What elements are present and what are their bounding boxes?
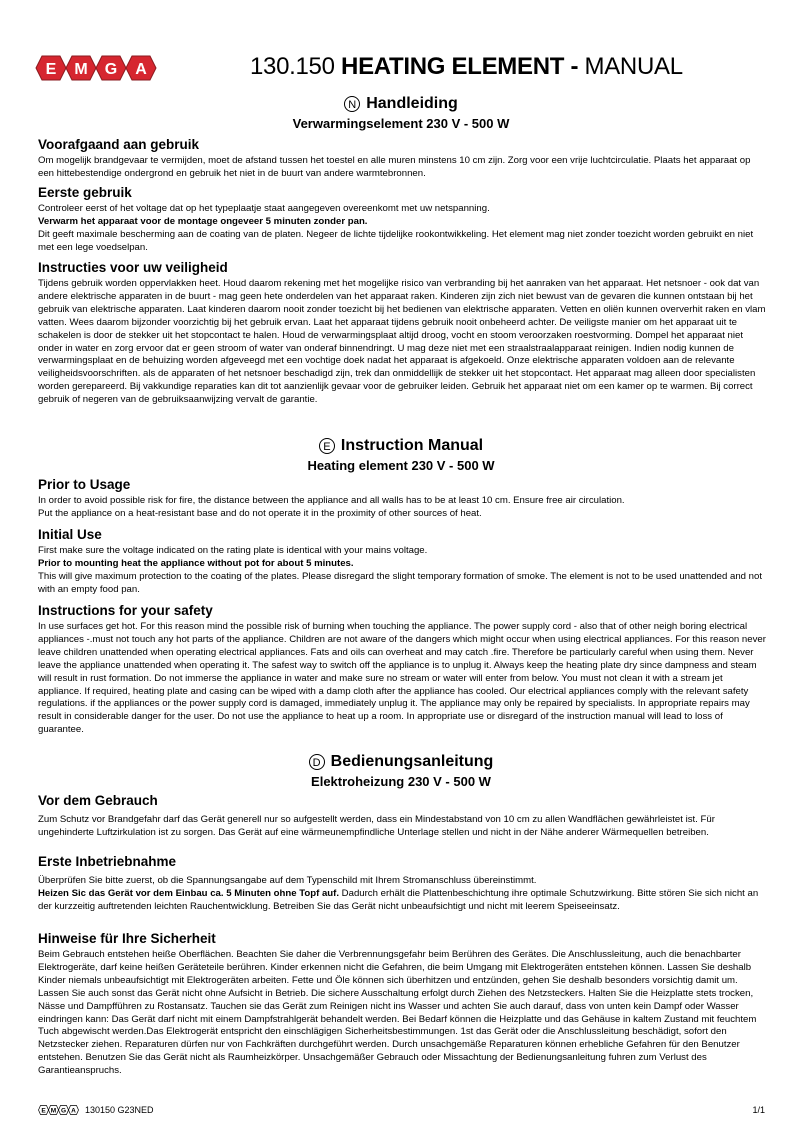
paragraph: Überprüfen Sie bitte zuerst, ob die Spannungsangabe auf dem Typenschild mit Ihrem Stromanschluss übereinstimmt. (38, 875, 537, 886)
section-title-en: Instruction Manual (340, 437, 484, 454)
paragraph: Tijdens gebruik worden oppervlakken heet. Houd daarom rekening met het mogelijke risico van verbranding bij het aanraken van het apparaat. Het netsnoer - ook dat van andere elektrische apparaten in de buurt - mag geen hete onderdelen van het apparaat raken. Kinderen zijn zich niet bewust van de gevaren die kunnen ontstaan bij het gebruik van elektrische apparaten. Laat kinderen daarom nooit zonder toezicht bij het bedienen van elektrische apparaten. Vetten en oliën kunnen oververhit raken en vlam vatten. Wees daarom bijzonder voorzichtig bij het gebruik ervan. Laat het apparaat tijdens gebruik nooit onbeheerd achter. De veiligste manier om het apparaat uit te schakelen is door de stekker uit het stopcontact te halen. Houd de verwarmingsplaat altijd droog, vocht en stoom veroorzaken roestvorming. Dompel het apparaat niet onder in water en zorg ervoor dat er geen stroom of water van onderaf binnendringt. U mag deze niet met een straalstraalapparaat reinigen. Indien nodig kunnen de verwarmingsplaat en de behuizing worden afgeveegd met een vochtige doek nadat het apparaat is afgekoeld. Onze elektrische apparaten voldoen aan de relevante veiligheidsvoorschriften. als de apparaten of het netsnoer beschadigd zijn, trek dan onmiddellijk de stekker uit het stopcontact. Het apparaat mag alleen door specialisten worden gerepareerd. Bij vakkundige reparaties kan dit tot aanzienlijk gevaar voor de gebruiker leiden. Gebruik het apparaat niet om een kamer op te warmen. Bij correct gebruik of negeren van de gebruiksaanwijzing vervalt de garantie. (38, 278, 766, 406)
en-safety (38, 602, 768, 737)
nl-prior-usage (38, 136, 768, 181)
section-title-nl: Handleiding (366, 95, 458, 112)
language-badge-d: D (309, 754, 325, 770)
heading: Initial Use (38, 527, 102, 542)
svg-text:G: G (60, 1107, 67, 1115)
footer (38, 1104, 154, 1116)
svg-text:A: A (135, 61, 147, 78)
de-before-use (38, 792, 768, 840)
de-safety (38, 930, 768, 1078)
language-badge-e: E (319, 438, 335, 454)
paragraph-rest: Dadurch erhält die Plattenbeschichtung ihre optimale Schutzwirkung. Bitte stören Sie sich nicht an der kurzzeitig auftretenden leichten Rauchentwicklung. Betreiben Sie das Gerät nicht unbeaufsichtigt und nicht mit leerem Speiseeinsatz. (38, 887, 759, 912)
section-header-en (0, 436, 802, 474)
paragraph: Zum Schutz vor Brandgefahr darf das Gerät generell nur so aufgestellt werden, dass ein Mindestabstand von 10 cm zu allen Wandflächen gewährleistet ist. Für ungehinderte Luftzirkulation ist zu sorgen. Das Gerät auf eine wärmeunempfindliche Unterlage stellen und nicht in der Nähe anderer Wärmequellen betreiben. (38, 814, 715, 838)
section-header-de (0, 752, 802, 790)
paragraph: First make sure the voltage indicated on the rating plate is identical with your mains voltage. (38, 545, 428, 556)
paragraph (38, 888, 768, 914)
page-number: 1/1 (752, 1105, 765, 1115)
section-subtitle-de: Elektroheizung 230 V - 500 W (311, 774, 491, 789)
en-initial-use (38, 526, 768, 597)
heading: Instructions for your safety (38, 603, 213, 618)
de-first-use (38, 853, 768, 914)
nl-safety (38, 259, 768, 407)
svg-text:G: G (104, 61, 118, 78)
nl-first-use (38, 184, 768, 255)
heading: Voorafgaand aan gebruik (38, 137, 200, 152)
paragraph: In use surfaces get hot. For this reason mind the possible risk of burning when touching the appliance. The power supply cord - also that of other neigh boring electrical appliances -.must not touch any hot parts of the appliance. Children are not aware of the dangers which might occur when using electrical appliances. For this reason never leave children unattended when operating electrical appliances. Fats and oils can overheat and may catch .fire. Therefore be particularly careful when using them. Never leave the appliance unattended when operating it. The safest way to switch off the appliance is to unplug it. Always keep the heating plate dry since dampness and steam will result in rust formation. Do not immerse the appliance in water and make sure no stream or water will enter from below. You must not clean it with a stream jet appliance. If required, heating plate and casing can be wiped with a damp cloth after the appliance has cooled. Our electrical appliances comply with the relevant safety regulations. if the appliances or the power supply cord is damaged, immediately unplug it. The appliance may only be repaired by specialists. In appropriate repairs may result in considerable danger for the user. Do not use the appliance to heat up a room. In appropriate use or disregard of the instruction manual will lead to loss of guarantee. (38, 621, 766, 736)
section-subtitle-nl: Verwarmingselement 230 V - 500 W (292, 116, 510, 131)
svg-text:M: M (50, 1107, 57, 1115)
svg-text:A: A (71, 1107, 76, 1115)
section-subtitle-en: Heating element 230 V - 500 W (307, 458, 495, 473)
section-header-nl (0, 94, 802, 132)
svg-text:M: M (74, 61, 88, 78)
paragraph: Controleer eerst of het voltage dat op het typeplaatje staat aangegeven overeenkomt met uw netspanning. (38, 203, 490, 214)
paragraph: Dit geeft maximale bescherming aan de coating van de platen. Negeer de lichte tijdelijke rookontwikkeling. Het element mag niet zonder toezicht worden gebruikt en niet met een lege voedselpan. (38, 228, 754, 253)
svg-text:E: E (41, 1107, 46, 1115)
heading: Vor dem Gebrauch (38, 793, 158, 808)
heading: Prior to Usage (38, 477, 131, 492)
heading: Erste Inbetriebnahme (38, 854, 177, 869)
language-badge-n: N (344, 96, 360, 112)
paragraph: This will give maximum protection to the coating of the plates. Please disregard the slight temporary formation of smoke. The element is not to be used unattended and not with an empty food pan. (38, 570, 763, 595)
section-title-de: Bedienungsanleitung (330, 753, 494, 770)
paragraph-bold: Verwarm het apparaat voor de montage ongeveer 5 minuten zonder pan. (38, 215, 368, 227)
paragraph-bold: Heizen Sic das Gerät vor dem Einbau ca. 5 Minuten ohne Topf auf. (38, 887, 340, 899)
paragraph: In order to avoid possible risk for fire, the distance between the appliance and all walls has to be at least 10 cm. Ensure free air circulation. (38, 495, 625, 506)
document-title: 130.150 HEATING ELEMENT - MANUAL (250, 53, 683, 80)
paragraph: Beim Gebrauch entstehen heiße Oberflächen. Beachten Sie daher die Verbrennungsgefahr beim Berühren des Gerätes. Die Anschlussleitung, auch die benachbarter Elektrogeräte, darf keine heißen Geräteteile berühren. Kinder erkennen nicht die Gefahren, die beim Umgang mit Elektrogeräten entstehen können. Lassen Sie deshalb Kinder niemals unbeaufsichtigt mit Elektrogeräten arbeiten. Fette und Öle können sich überhitzen und entzünden, gehen Sie deshalb besonders vorsichtig damit um. Lassen Sie auch sonst das Gerät nicht ohne Aufsicht in Betrieb. Die sichere Ausschaltung erfolgt durch Ziehen des Netzsteckers. Halten Sie die Heizplatte stets trocken, Nässe und Dampfführen zu Rostansatz. Tauchen sie das Gerät zum Reinigen nicht ins Wasser und achten Sie auch darauf, dass von unten kein Dampf oder Wasser eindringen kann: Das Gerät darf nicht mit einem Dampfstrahlgerät behandelt werden. Bei Bedarf können die Heizplatte und das Gehäuse in kaltem Zustand mit feuchtem Tuch abgewischt werden.Das Elektrogerät entspricht den einschlägigen Sicherheitsbestimmungen. 1st das Gerät oder die Anschlussleitung beschädigt, sofort den Netzstecker ziehen. Reparaturen dürfen nur von Fachkräften durchgeführt werden. Durch unsachgemäße Reparaturen können erhebliche Gefahren für den Benutzer entstehen. Benutzen Sie das Gerät nicht als Raumheizkörper. Unsachgemäßer Gebrauch oder Missachtung der Bedienungsanleitung fuhren zum Verlust des Garantieanspruchs. (38, 949, 757, 1077)
paragraph-bold: Prior to mounting heat the appliance without pot for about 5 minutes. (38, 557, 354, 569)
paragraph: Put the appliance on a heat-resistant base and do not operate it in the proximity of other sources of heat. (38, 507, 482, 519)
paragraph: Om mogelijk brandgevaar te vermijden, moet de afstand tussen het toestel en alle muren minstens 10 cm zijn. Zorg voor een vrije luchtcirculatie. Plaats het apparaat op een hittebestendige ondergrond en gebruik het niet in de buurt van andere warmtebronnen. (38, 155, 751, 179)
emga-logo (35, 55, 157, 81)
en-prior-usage (38, 476, 768, 521)
heading: Instructies voor uw veiligheid (38, 260, 228, 275)
heading: Eerste gebruik (38, 185, 132, 200)
footer-code: 130150 G23NED (85, 1105, 154, 1115)
heading: Hinweise für Ihre Sicherheit (38, 931, 216, 946)
emga-footer-logo (38, 1105, 80, 1115)
svg-text:E: E (45, 61, 57, 78)
